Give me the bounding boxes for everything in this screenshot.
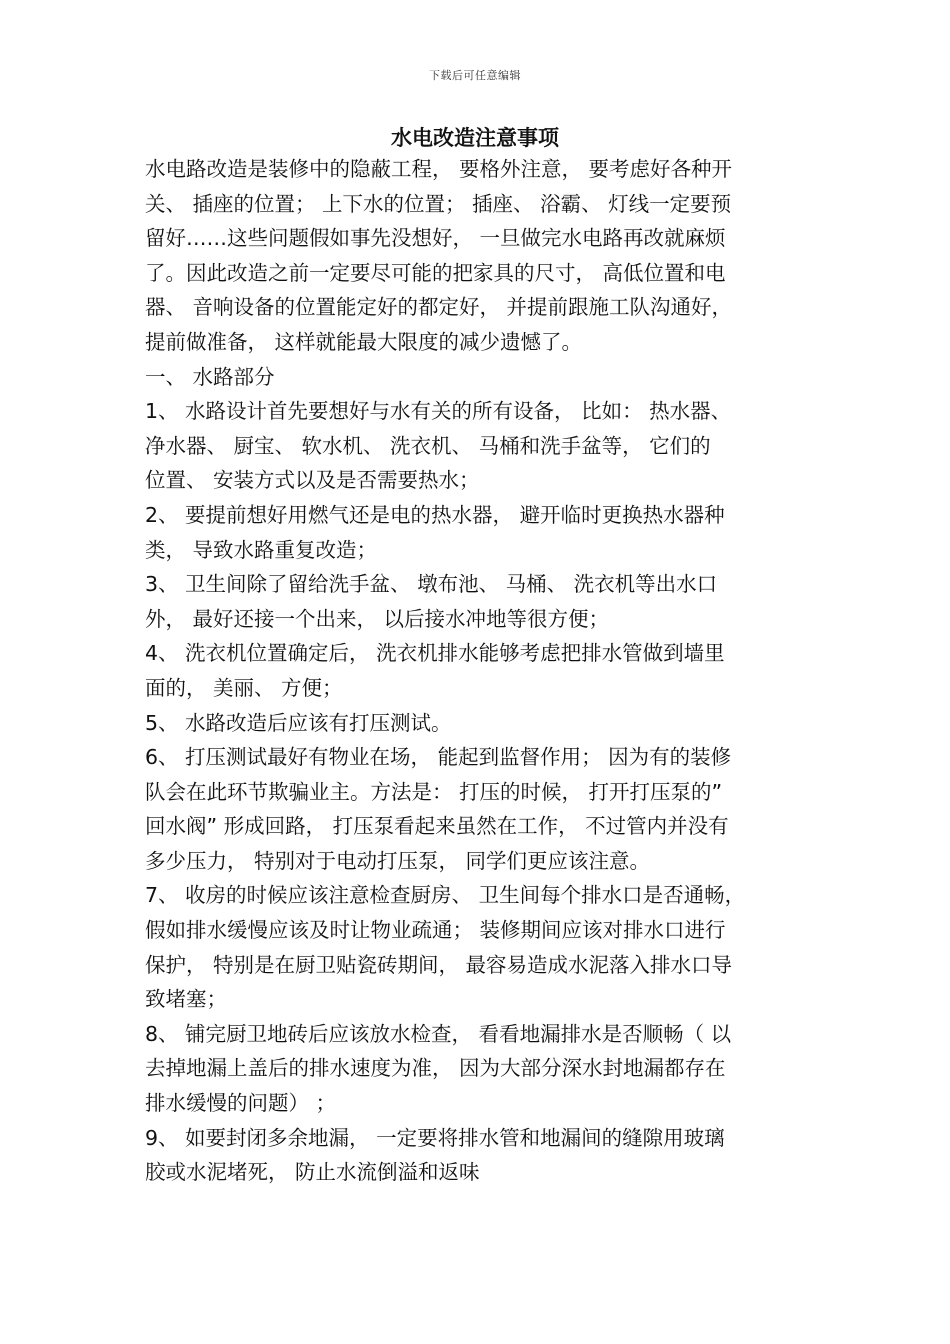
body-line: 多少压力， 特别对于电动打压泵， 同学们更应该注意。 — [145, 848, 651, 873]
body-line: 面的， 美丽、 方便； — [145, 675, 343, 700]
body-line: 6、 打压测试最好有物业在场， 能起到监督作用； 因为有的装修 — [145, 745, 732, 770]
body-line: 致堵塞； — [145, 987, 227, 1012]
body-line: 排水缓慢的问题） ； — [145, 1091, 337, 1116]
section-heading: 一、 水路部分 — [145, 364, 275, 389]
body-line: 外， 最好还接一个出来， 以后接水冲地等很方便； — [145, 606, 610, 631]
body-line: 了。因此改造之前一定要尽可能的把家具的尺寸， 高低位置和电 — [145, 260, 726, 285]
body-line: 假如排水缓慢应该及时让物业疏通； 装修期间应该对排水口进行 — [145, 918, 726, 943]
document-title: 水电改造注意事项 — [391, 126, 559, 150]
body-line: 去掉地漏上盖后的排水速度为准， 因为大部分深水封地漏都存在 — [145, 1056, 726, 1081]
body-line: 类， 导致水路重复改造； — [145, 537, 378, 562]
body-line: 回水阀” 形成回路， 打压泵看起来虽然在工作， 不过管内并没有 — [145, 814, 729, 839]
body-line: 提前做准备， 这样就能最大限度的减少遗憾了。 — [145, 329, 583, 354]
body-line: 8、 铺完厨卫地砖后应该放水检查， 看看地漏排水是否顺畅（ 以 — [145, 1021, 732, 1046]
body-line: 留好……这些问题假如事先没想好， 一旦做完水电路再改就麻烦 — [145, 226, 726, 251]
body-line: 水电路改造是装修中的隐蔽工程， 要格外注意， 要考虑好各种开 — [145, 157, 733, 181]
body-line: 2、 要提前想好用燃气还是电的热水器， 避开临时更换热水器种 — [145, 502, 725, 527]
body-line: 3、 卫生间除了留给洗手盆、 墩布池、 马桶、 洗衣机等出水口 — [145, 572, 718, 597]
body-line: 4、 洗衣机位置确定后， 洗衣机排水能够考虑把排水管做到墙里 — [145, 641, 725, 666]
body-line: 5、 水路改造后应该有打压测试。 — [145, 710, 452, 735]
body-line: 净水器、 厨宝、 软水机、 洗衣机、 马桶和洗手盆等， 它们的 — [145, 433, 711, 458]
document-body — [145, 152, 825, 1190]
body-line: 胶或水泥堵死， 防止水流倒溢和返味 — [145, 1160, 480, 1185]
body-line: 9、 如要封闭多余地漏， 一定要将排水管和地漏间的缝隙用玻璃 — [145, 1125, 725, 1150]
body-line: 器、 音响设备的位置能定好的都定好， 并提前跟施工队沟通好， — [145, 295, 733, 320]
body-line: 队会在此环节欺骗业主。方法是： 打压的时候， 打开打压泵的” — [145, 779, 723, 804]
body-line: 1、 水路设计首先要想好与水有关的所有设备， 比如： 热水器、 — [145, 399, 732, 424]
body-line: 保护， 特别是在厨卫贴瓷砖期间， 最容易造成水泥落入排水口导 — [145, 952, 733, 977]
body-line: 关、 插座的位置； 上下水的位置； 插座、 浴霸、 灯线一定要预 — [145, 191, 732, 216]
body-line: 位置、 安装方式以及是否需要热水； — [145, 468, 480, 493]
body-line: 7、 收房的时候应该注意检查厨房、 卫生间每个排水口是否通畅， — [145, 883, 746, 908]
page-header-note: 下载后可任意编辑 — [429, 69, 521, 82]
